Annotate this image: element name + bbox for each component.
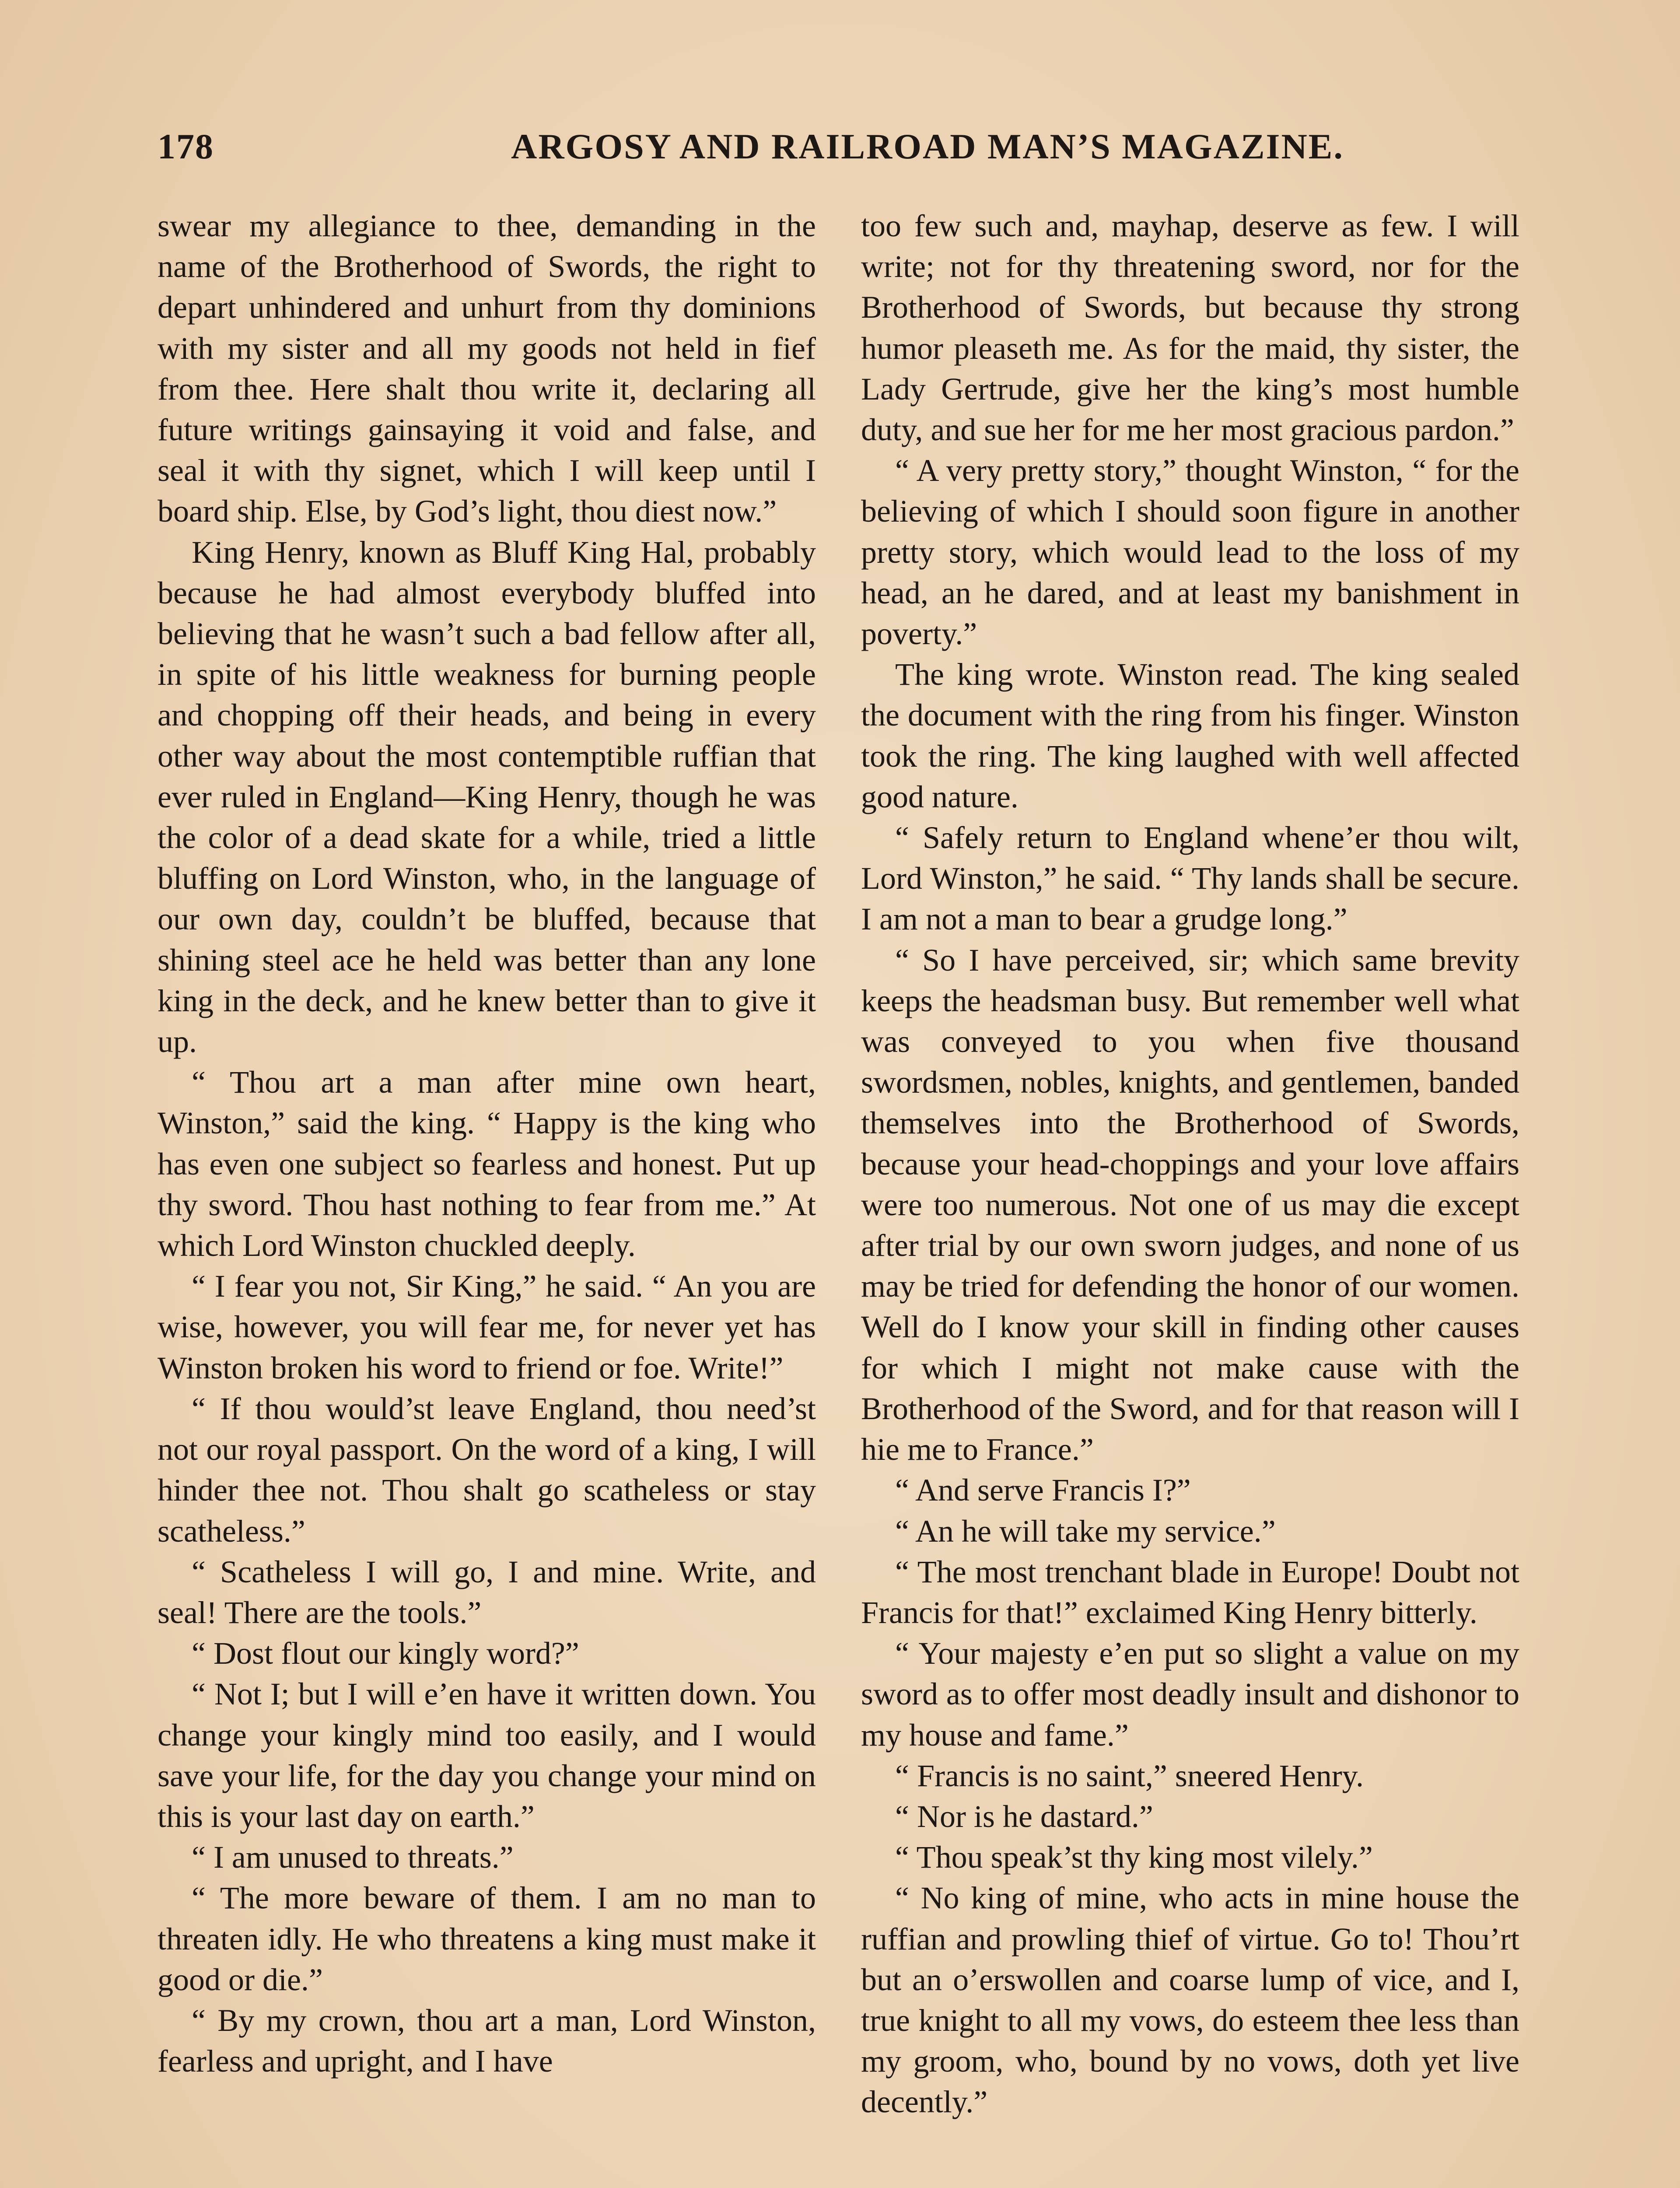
paragraph: “ A very pretty story,” thought Winston, “ for the believing of which I should soon figure in another pretty story, which would lead to the loss of my head, an he dared, and at least my banishment in poverty.” [861, 453, 1519, 652]
running-title: ARGOSY AND RAILROAD MAN’S MAGAZINE. [511, 126, 1344, 166]
left-column [158, 206, 816, 2082]
paragraph: “ Nor is he dastard.” [895, 1799, 1153, 1834]
paragraph: “ Thou art a man after mine own heart, Winston,” said the king. “ Happy is the king who has even one subject so fearless and honest. Put up thy sword. Thou hast nothing to fear from me.” At which Lord Winston chuckled deeply. [158, 1065, 816, 1263]
paragraph: “ Francis is no saint,” sneered Henry. [895, 1758, 1364, 1793]
paragraph: “ I fear you not, Sir King,” he said. “ An you are wise, however, you will fear me, for never yet has Winston broken his word to friend or foe. Write!” [158, 1269, 816, 1385]
paragraph: The king wrote. Winston read. The king sealed the document with the ring from his finger. Winston took the ring. The king laughed with well affected good nature. [861, 657, 1519, 814]
paragraph: “ Dost flout our kingly word?” [192, 1636, 579, 1671]
paragraph: King Henry, known as Bluff King Hal, probably because he had almost everybody bluffed into believing that he wasn’t such a bad fellow after all, in spite of his little weakness for burning people and chopping off their heads, and being in every other way about the most contemptible ruffian that ever ruled in England—King Henry, though he was the color of a dead skate for a while, tried a little bluffing on Lord Winston, who, in the language of our own day, couldn’t be bluffed, because that shining steel ace he held was better than any lone king in the deck, and he knew better than to give it up. [158, 534, 816, 1059]
paragraph: “ I am unused to threats.” [192, 1840, 514, 1875]
paragraph: “ By my crown, thou art a man, Lord Winston, fearless and upright, and I have [158, 2002, 816, 2079]
page-number: 178 [158, 126, 214, 166]
paragraph: “ The most trenchant blade in Europe! Doubt not Francis for that!” exclaimed King Henry bitterly. [861, 1554, 1519, 1630]
paragraph: “ Your majesty e’en put so slight a value on my sword as to offer most deadly insult and dishonor to my house and fame.” [861, 1636, 1519, 1753]
paragraph: “ Safely return to England whene’er thou wilt, Lord Winston,” he said. “ Thy lands shall be secure. I am not a man to bear a grudge long.” [861, 820, 1519, 937]
paragraph: “ Scatheless I will go, I and mine. Write, and seal! There are the tools.” [158, 1554, 816, 1630]
paragraph: “ If thou would’st leave England, thou need’st not our royal passport. On the word of a king, I will hinder thee not. Thou shalt go scatheless or stay scatheless.” [158, 1391, 816, 1549]
paragraph: “ Thou speak’st thy king most vilely.” [895, 1840, 1373, 1875]
paragraph: “ The more beware of them. I am no man to threaten idly. He who threatens a king must make it good or die.” [158, 1880, 816, 1997]
paragraph: “ And serve Francis I?” [895, 1473, 1191, 1508]
paragraph: too few such and, mayhap, deserve as few. I will write; not for thy threatening sword, nor for the Brotherhood of Swords, but because thy strong humor pleaseth me. As for the maid, thy sister, the Lady Gertrude, give her the king’s most humble duty, and sue her for me her most gracious pardon.” [861, 208, 1519, 448]
paragraph: “ So I have perceived, sir; which same brevity keeps the headsman busy. But remember well what was conveyed to you when five thousand swordsmen, nobles, knights, and gentlemen, banded themselves into the Brotherhood of Swords, because your head-choppings and your love affairs were too numerous. Not one of us may die except after trial by our own sworn judges, and none of us may be tried for defending the honor of our women. Well do I know your skill in finding other causes for which I might not make cause with the Brotherhood of the Sword, and for that reason will I hie me to France.” [861, 942, 1519, 1467]
paragraph: “ An he will take my service.” [895, 1513, 1276, 1549]
paragraph: “ Not I; but I will e’en have it written down. You change your kingly mind too easily, and I would save your life, for the day you change your mind on this is your last day on earth.” [158, 1676, 816, 1834]
right-column [861, 206, 1519, 2123]
paragraph: “ No king of mine, who acts in mine house the ruffian and prowling thief of virtue. Go to! Thou’rt but an o’erswollen and coarse lump of vice, and I, true knight to all my vows, do esteem thee less than my groom, who, bound by no vows, doth yet live decently.” [861, 1880, 1519, 2120]
paragraph: swear my allegiance to thee, demanding in the name of the Brotherhood of Swords, the right to depart unhindered and unhurt from thy dominions with my sister and all my goods not held in fief from thee. Here shalt thou write it, declaring all future writings gainsaying it void and false, and seal it with thy signet, which I will keep until I board ship. Else, by God’s light, thou diest now.” [158, 208, 816, 529]
page-header [158, 126, 1522, 174]
